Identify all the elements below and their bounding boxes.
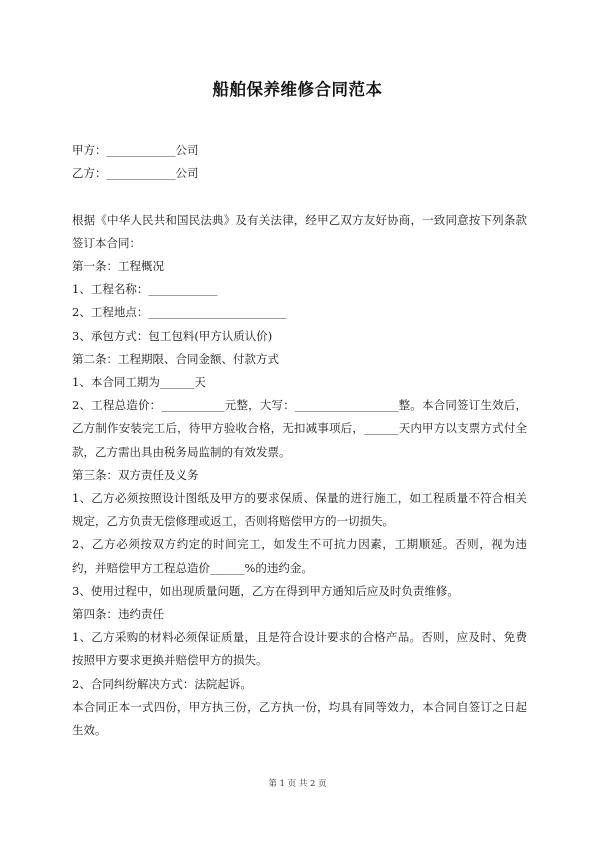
article-1-item-1: 1、工程名称：____________ <box>72 282 218 297</box>
party-b-line: 乙方：____________公司 <box>72 166 199 181</box>
article-3-heading: 第三条：双方责任及义务 <box>72 467 199 482</box>
article-4-heading: 第四条：违约责任 <box>72 607 164 622</box>
article-3-item-3: 3、使用过程中，如出现质量问题，乙方在得到甲方通知后应及时负责维修。 <box>72 583 459 598</box>
article-4-item-2: 2、合同纠纷解决方式：法院起诉。 <box>72 676 252 691</box>
article-1-item-2: 2、工程地点：________________________ <box>72 305 287 320</box>
document-body <box>72 139 527 742</box>
article-2-item-1: 1、本合同工期为______天 <box>72 375 206 390</box>
document-title: 船舶保养维修合同范本 <box>212 80 383 99</box>
article-2-heading: 第二条：工程期限、合同金额、付款方式 <box>72 351 279 366</box>
closing-paragraph: 本合同正本一式四份，甲方执三份，乙方执一份，均具有同等效力，本合同自签订之日起生效。 <box>72 699 527 738</box>
article-1-heading: 第一条：工程概况 <box>72 259 164 273</box>
page-indicator: 第 1 页 共 2 页 <box>268 779 327 789</box>
article-4-item-1: 1、乙方采购的材料必须保证质量，且是符合设计要求的合格产品。否则，应及时、免费按照甲方要求更换并赔偿甲方的损失。 <box>72 630 527 668</box>
preamble-paragraph: 根据《中华人民共和国民法典》及有关法律，经甲乙双方友好协商，一致同意按下列条款签订本合同： <box>72 212 527 250</box>
article-3-item-1: 1、乙方必须按照设计图纸及甲方的要求保质、保量的进行施工，如工程质量不符合相关规定，乙方负责无偿修理或返工，否则将赔偿甲方的一切损失。 <box>72 491 527 529</box>
blank-line <box>72 185 527 208</box>
article-2-item-2: 2、工程总造价：___________元整，大写：__________________整。本合同签订生效后，乙方制作安装完工后，待甲方验收合格，无扣减事项后，______天内甲方以支票方式付全款，乙方需出具由税务局监制的有效发票。 <box>72 398 527 459</box>
party-a-line: 甲方：____________公司 <box>72 143 199 157</box>
article-1-item-3: 3、承包方式：包工包料(甲方认质认价) <box>72 328 273 343</box>
article-3-item-2: 2、乙方必须按双方约定的时间完工，如发生不可抗力因素，工期顺延。否则，视为违约，并赔偿甲方工程总造价______%的违约金。 <box>72 537 527 575</box>
